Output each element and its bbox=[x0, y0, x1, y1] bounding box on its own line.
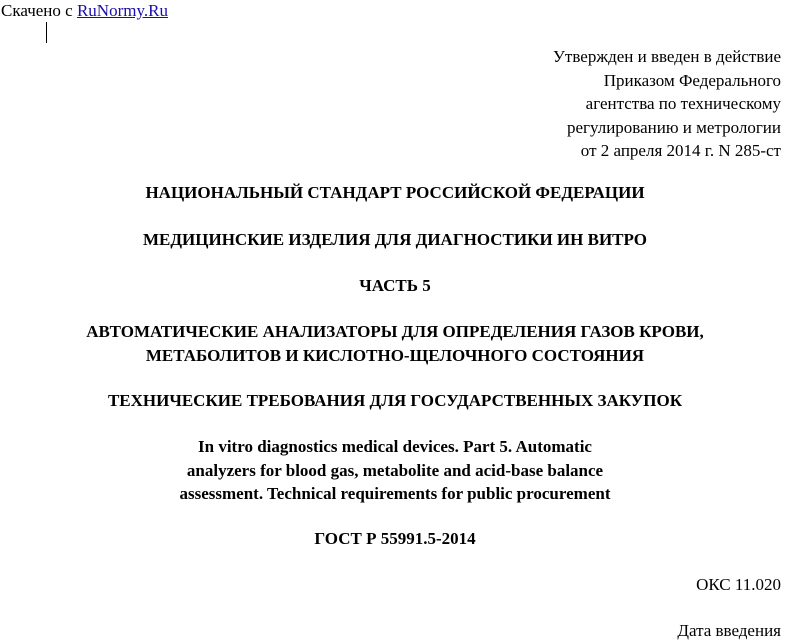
source-attribution bbox=[1, 1, 168, 21]
english-title-line: assessment. Technical requirements for public procurement bbox=[179, 484, 611, 503]
source-prefix: Скачено с bbox=[1, 1, 77, 20]
oks-code: ОКС 11.020 bbox=[696, 575, 781, 594]
english-title bbox=[0, 435, 790, 506]
requirements-heading: ТЕХНИЧЕСКИЕ ТРЕБОВАНИЯ ДЛЯ ГОСУДАРСТВЕННЫХ ЗАКУПОК bbox=[107, 391, 683, 410]
national-standard-heading: НАЦИОНАЛЬНЫЙ СТАНДАРТ РОССИЙСКОЙ ФЕДЕРАЦИИ bbox=[145, 183, 645, 202]
english-title-line: analyzers for blood gas, metabolite and acid-base balance bbox=[186, 460, 604, 480]
part-number: ЧАСТЬ 5 bbox=[359, 276, 431, 295]
approval-line: Утвержден и введен в действие bbox=[552, 47, 781, 66]
intro-date-label: Дата введения bbox=[677, 621, 781, 640]
runormy-link[interactable]: RuNormy.Ru bbox=[76, 1, 168, 20]
gost-number: ГОСТ Р 55991.5-2014 bbox=[314, 529, 476, 548]
approval-block bbox=[553, 45, 781, 163]
english-title-line: In vitro diagnostics medical devices. Part 5. Automatic bbox=[198, 437, 592, 456]
text-caret bbox=[46, 22, 47, 43]
approval-line: от 2 апреля 2014 г. N 285-ст bbox=[580, 141, 781, 160]
approval-line: Приказом Федерального bbox=[603, 70, 781, 90]
subtitle-line: АВТОМАТИЧЕСКИЕ АНАЛИЗАТОРЫ ДЛЯ ОПРЕДЕЛЕНИЯ ГАЗОВ КРОВИ, bbox=[86, 322, 704, 341]
document-subtitle bbox=[0, 320, 790, 367]
subtitle-line: МЕТАБОЛИТОВ И КИСЛОТНО-ЩЕЛОЧНОГО СОСТОЯНИЯ bbox=[145, 345, 645, 365]
approval-line: регулированию и метрологии bbox=[566, 117, 781, 137]
approval-line: агентства по техническому bbox=[585, 94, 781, 113]
document-title: МЕДИЦИНСКИЕ ИЗДЕЛИЯ ДЛЯ ДИАГНОСТИКИ ИН ВИТРО bbox=[142, 230, 648, 249]
